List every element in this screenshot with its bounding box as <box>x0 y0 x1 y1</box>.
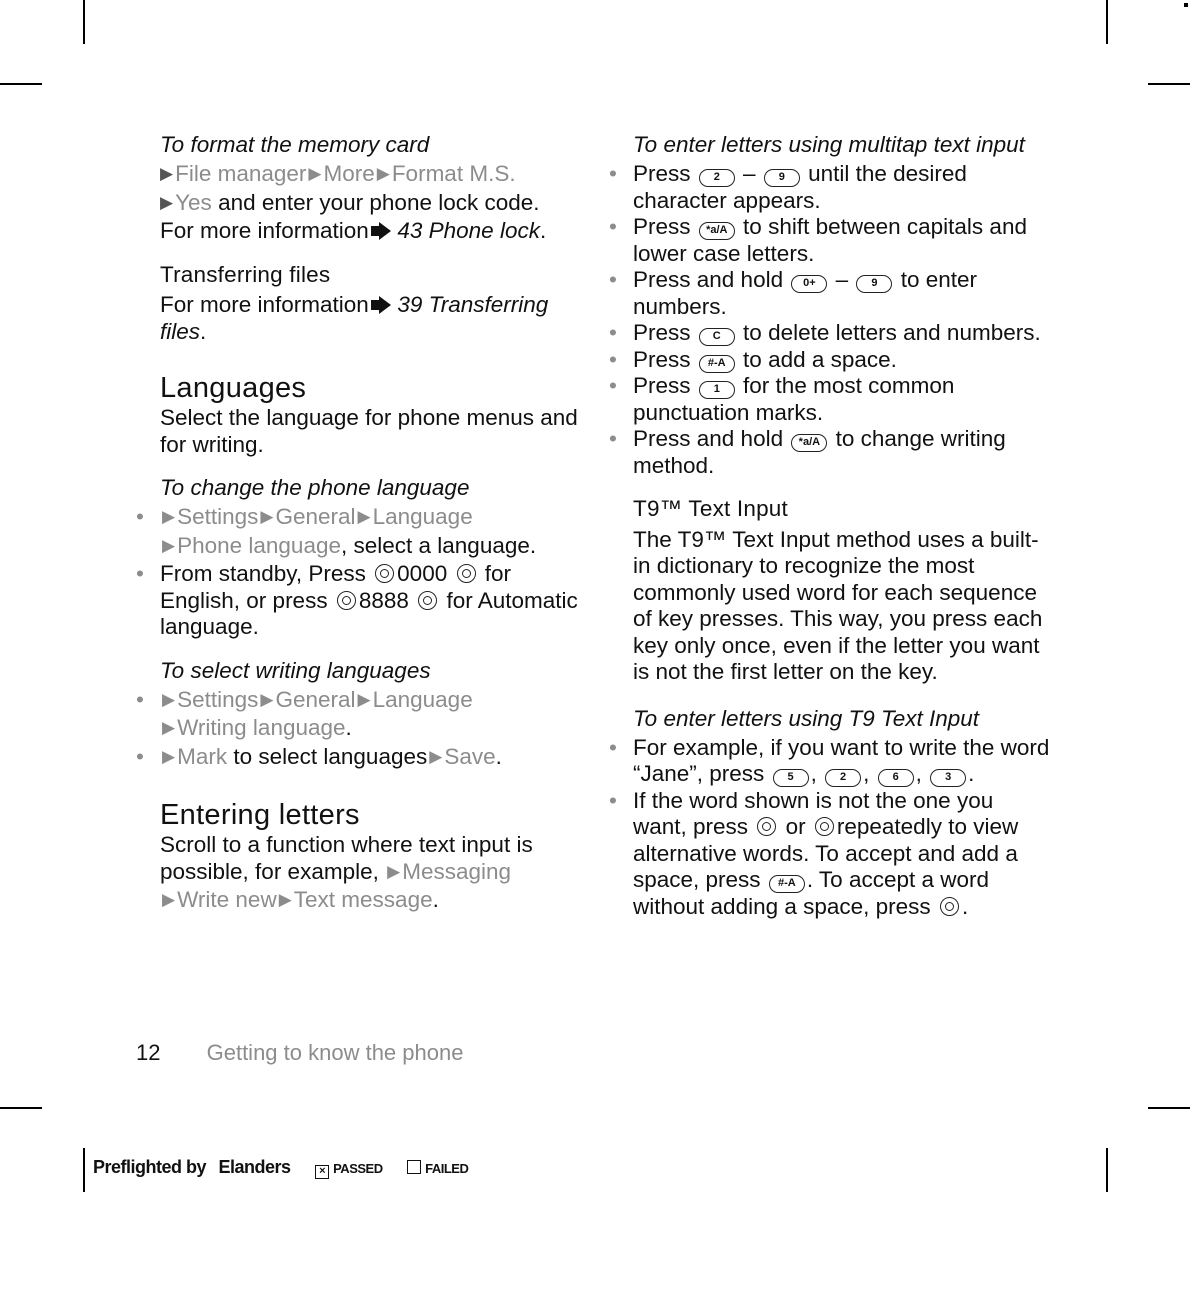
transferring-heading: Transferring files <box>160 261 331 287</box>
menu-arrow-icon: ▶ <box>357 507 371 526</box>
menu-arrow-icon: ▶ <box>162 689 176 709</box>
t9-title: To enter letters using T9 Text Input <box>633 705 980 731</box>
bullet-text: to shift between capitals and lower case letters. <box>633 214 1027 266</box>
key-2-icon: 2 <box>825 769 861 787</box>
list-item <box>633 735 1053 788</box>
period: . <box>495 743 502 769</box>
phone-language-text: , select a language. <box>340 532 537 558</box>
period: . <box>961 893 969 919</box>
t9-list <box>633 735 1053 921</box>
failed-checkbox <box>407 1160 421 1174</box>
standby-text: for English, or press <box>160 561 512 613</box>
more-info-text: For more information <box>160 292 369 317</box>
list-item <box>160 744 580 773</box>
menu-file-manager: File manager <box>175 161 307 186</box>
menu-arrow-icon: ▶ <box>162 507 176 526</box>
list-item <box>633 320 1053 347</box>
dash: – <box>743 161 756 186</box>
bullet-text: Press and hold <box>633 267 784 292</box>
comma: , <box>863 761 870 786</box>
menu-settings: Settings <box>177 686 259 712</box>
writing-language-list <box>160 687 580 773</box>
menu-arrow-icon: ▶ <box>429 746 443 766</box>
menu-arrow-icon: ▶ <box>260 689 274 709</box>
ref-phone-lock: 43 Phone lock <box>397 218 540 243</box>
ref-transferring: 39 Transferring files <box>160 292 549 344</box>
key-hash-icon: #-A <box>699 355 735 373</box>
menu-arrow-icon: ▶ <box>162 535 176 555</box>
period: . <box>345 715 352 740</box>
corner-dot <box>1184 3 1188 7</box>
section-title: Getting to know the phone <box>206 1040 464 1065</box>
menu-writing-language: Writing language <box>177 715 346 740</box>
menu-arrow-icon: ▶ <box>387 861 401 881</box>
reference-arrow-icon <box>379 222 391 240</box>
more-info-text: For more information <box>160 218 369 243</box>
preflight-stamp <box>93 1157 468 1179</box>
dash: – <box>835 267 849 292</box>
menu-save: Save <box>444 743 496 769</box>
navigation-key-icon <box>457 564 476 583</box>
multitap-list <box>633 161 1053 479</box>
bullet-text: Press <box>633 373 691 398</box>
list-item <box>160 504 580 561</box>
bullet-text: Press <box>633 214 691 239</box>
menu-arrow-icon: ▶ <box>260 507 274 526</box>
list-item <box>633 347 1053 374</box>
menu-phone-language: Phone language <box>177 532 341 558</box>
t9-body: The T9™ Text Input method uses a built-in dictionary to recognize the most commonly used word for each sequence of key presses. This way, you press each key only once, even if the letter you want is not the first letter on the key. <box>633 526 1043 684</box>
list-item <box>633 426 1053 479</box>
change-language-list <box>160 504 580 641</box>
crop-mark <box>0 83 42 85</box>
menu-general: General <box>275 504 356 529</box>
key-c-icon: C <box>699 328 735 346</box>
page-footer <box>136 1040 463 1066</box>
menu-messaging: Messaging <box>402 858 512 884</box>
menu-format: Format M.S. <box>391 161 516 186</box>
elanders-logo: Elanders <box>218 1157 291 1177</box>
menu-arrow-icon: ▶ <box>308 164 322 183</box>
menu-arrow-icon: ▶ <box>160 192 174 212</box>
menu-arrow-icon: ▶ <box>376 164 390 183</box>
reference-arrow-icon <box>379 296 391 314</box>
preflight-label: Preflighted by <box>93 1157 207 1177</box>
languages-intro: Select the language for phone menus and for writing. <box>160 405 578 457</box>
entering-letters-text <box>160 832 580 916</box>
t9-heading: T9™ Text Input <box>633 496 788 521</box>
key-0-icon: 0+ <box>791 275 827 293</box>
menu-general: General <box>275 686 356 712</box>
left-column <box>160 132 580 916</box>
failed-label: FAILED <box>425 1161 469 1176</box>
crop-mark <box>1106 0 1108 44</box>
bullet-text: Press <box>633 346 691 372</box>
crop-mark <box>1148 83 1190 85</box>
menu-write-new: Write new <box>177 887 277 912</box>
passed-checkbox: × <box>315 1165 329 1179</box>
standby-text: for Automatic language. <box>160 587 578 639</box>
bullet-text: to change writing method. <box>633 426 1006 478</box>
bullet-text: to add a space. <box>743 346 897 372</box>
navigation-key-icon <box>337 591 356 610</box>
key-9-icon: 9 <box>856 275 892 293</box>
navigation-right-icon <box>940 897 959 916</box>
change-language-title: To change the phone language <box>160 475 470 500</box>
bullet-text: Press and hold <box>633 426 784 451</box>
navigation-down-icon <box>815 817 834 836</box>
mark-text: to select languages <box>233 743 428 769</box>
bullet-text: until the desired character appears. <box>633 161 967 213</box>
list-item <box>633 267 1053 320</box>
menu-more: More <box>323 161 375 186</box>
bullet-text: . To accept a word without adding a space, press <box>633 867 990 919</box>
entering-letters-heading: Entering letters <box>160 799 360 831</box>
bullet-text: For example, if you want to write the word “Jane”, press <box>633 734 1050 786</box>
key-1-icon: 1 <box>699 381 735 399</box>
period: . <box>968 761 975 786</box>
bullet-text: to delete letters and numbers. <box>743 320 1041 345</box>
crop-mark <box>1148 1107 1190 1109</box>
standby-text: From standby, Press <box>160 561 366 586</box>
format-card-text: and enter your phone lock code. <box>218 189 540 215</box>
writing-language-title: To select writing languages <box>160 657 431 683</box>
key-9-icon: 9 <box>764 169 800 187</box>
entering-intro: Scroll to a function where text input is possible, for example, <box>160 832 533 884</box>
crop-mark <box>83 1148 85 1192</box>
format-card-steps <box>160 161 580 245</box>
navigation-key-icon <box>375 564 394 583</box>
list-item <box>633 788 1053 921</box>
crop-mark <box>83 0 85 44</box>
bullet-text: Press <box>633 161 691 186</box>
menu-arrow-icon: ▶ <box>278 890 292 909</box>
key-star-icon: *a/A <box>699 222 735 240</box>
menu-arrow-icon: ▶ <box>160 164 174 183</box>
navigation-key-icon <box>418 591 437 610</box>
bullet-text: to enter numbers. <box>633 267 977 319</box>
menu-mark: Mark <box>177 743 228 769</box>
comma: , <box>915 761 922 786</box>
menu-arrow-icon: ▶ <box>162 890 176 909</box>
bullet-text: Press <box>633 320 691 345</box>
period: . <box>539 218 547 243</box>
key-5-icon: 5 <box>773 769 809 787</box>
crop-mark <box>0 1107 42 1109</box>
menu-arrow-icon: ▶ <box>162 746 176 766</box>
menu-settings: Settings <box>177 504 259 529</box>
multitap-title: To enter letters using multitap text input <box>633 132 1025 157</box>
menu-language: Language <box>372 504 473 529</box>
key-star-icon: *a/A <box>791 434 827 452</box>
list-item <box>633 373 1053 426</box>
list-item <box>160 687 580 744</box>
code-auto: 8888 <box>358 587 409 613</box>
list-item <box>160 561 580 641</box>
passed-label: PASSED <box>333 1161 383 1176</box>
list-item <box>633 161 1053 214</box>
bullet-text: repeatedly to view alternative words. To accept and add a space, press <box>633 814 1019 892</box>
bullet-text: for the most common punctuation marks. <box>633 373 955 425</box>
menu-yes: Yes <box>175 189 212 215</box>
code-english: 0000 <box>397 561 448 586</box>
key-6-icon: 6 <box>878 769 914 787</box>
period: . <box>432 887 439 912</box>
list-item <box>633 214 1053 267</box>
comma: , <box>810 761 817 786</box>
right-column <box>633 132 1053 920</box>
navigation-up-icon <box>757 817 776 836</box>
key-2-icon: 2 <box>699 169 735 187</box>
period: . <box>200 318 207 344</box>
format-card-title: To format the memory card <box>160 132 430 157</box>
menu-language: Language <box>372 686 473 712</box>
bullet-text: If the word shown is not the one you want, press <box>633 787 994 839</box>
menu-arrow-icon: ▶ <box>162 718 176 737</box>
menu-text-message: Text message <box>293 887 433 912</box>
menu-arrow-icon: ▶ <box>357 689 371 709</box>
bullet-text: or <box>785 814 806 839</box>
page-number: 12 <box>136 1040 161 1065</box>
crop-mark <box>1106 1148 1108 1192</box>
languages-heading: Languages <box>160 372 307 404</box>
key-3-icon: 3 <box>930 769 966 787</box>
key-hash-icon: #-A <box>769 875 805 893</box>
transferring-text <box>160 292 580 345</box>
